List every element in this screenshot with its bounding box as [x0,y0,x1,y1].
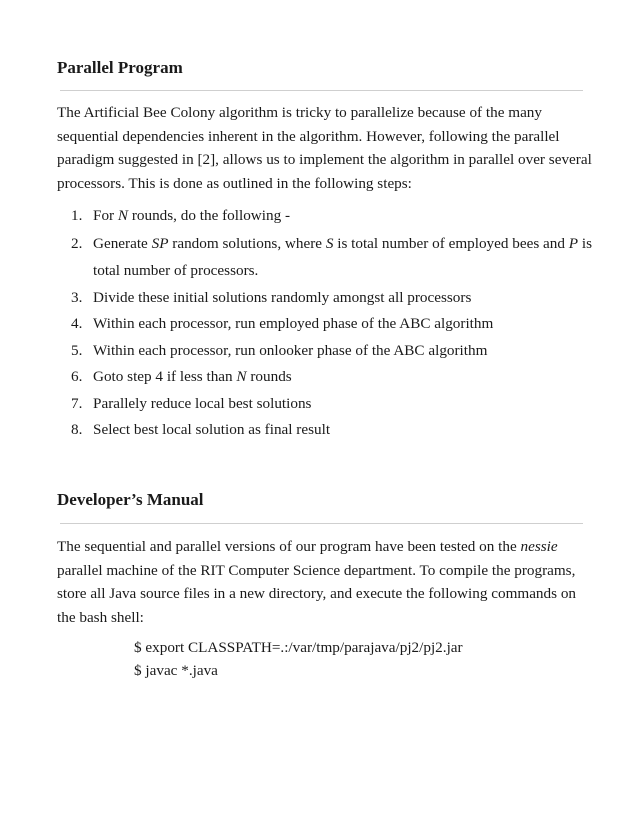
machine-name: nessie [520,538,558,555]
command-block [134,636,463,682]
list-item: 6. Goto step 4 if less than N rounds [57,364,597,391]
list-item: 7. Parallely reduce local best solutions [57,391,597,418]
list-item-number: 2. [71,234,83,252]
section-divider [60,90,583,91]
command-line: $ javac *.java [134,662,218,679]
list-item-number: 3. [71,288,83,306]
list-item-number: 6. [71,368,83,385]
command-line: $ export CLASSPATH=.:/var/tmp/parajava/pj2/pj2.jar [134,639,463,656]
steps-list [57,203,597,444]
list-item-number: 8. [71,421,83,438]
list-item-number: 5. [71,341,83,359]
developers-manual-paragraph: The sequential and parallel versions of our program have been tested on the nessie parallel machine of the RIT Computer Science department. To compile the programs, store all Java source files in a new directory, and execute the following commands on the bash shell: [57,538,577,626]
list-item: 5. Within each processor, run onlooker phase of the ABC algorithm [57,338,597,365]
parallel-program-paragraph: The Artificial Bee Colony algorithm is tricky to parallelize because of the many sequential dependencies inherent in the algorithm. However, following the parallel paradigm suggested in [2], allows us to implement the algorithm in parallel over several processors. This is done as outlined in the following steps: [57,104,592,192]
list-item: 4. Within each processor, run employed phase of the ABC algorithm [57,311,597,338]
section-divider [60,523,583,524]
list-item-number: 4. [71,315,83,332]
list-item: 1. For N rounds, do the following - [57,203,597,230]
list-item: 2. Generate SP random solutions, where S is total number of employed bees and P is total number of processors. [57,230,597,285]
list-item-number: 7. [71,394,83,412]
section-heading-developers-manual: Developer’s Manual [57,490,204,509]
list-item: 3. Divide these initial solutions randomly amongst all processors [57,285,597,312]
list-item: 8. Select best local solution as final result [57,417,597,444]
section-heading-parallel-program: Parallel Program [57,58,183,77]
list-item-number: 1. [71,207,83,224]
